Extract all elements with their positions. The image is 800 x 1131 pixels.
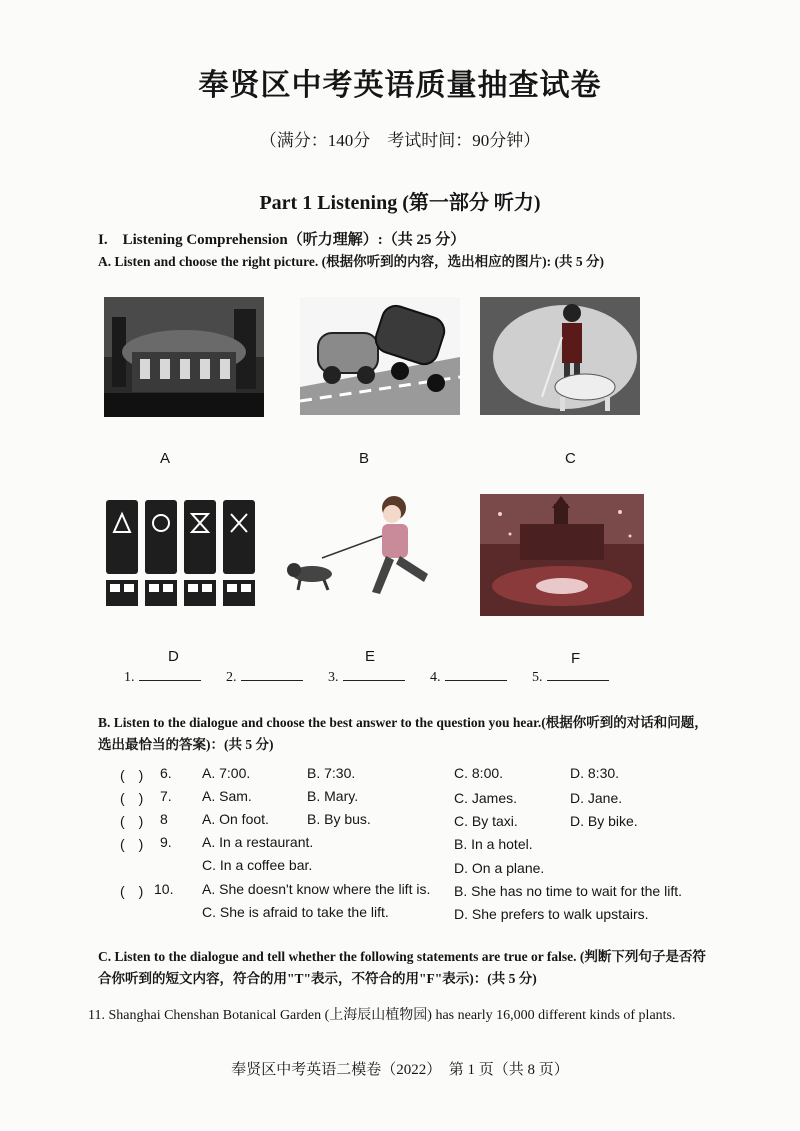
option-b: B. By bus. bbox=[307, 811, 371, 827]
option-c: C. By taxi. bbox=[454, 813, 518, 829]
question-number: 7. bbox=[160, 788, 172, 804]
picture-label-d: D bbox=[168, 648, 179, 665]
section-a-instruction: A. Listen and choose the right picture. (根据你听到的内容，选出相应的图片): (共 5 分) bbox=[98, 254, 604, 269]
option-a: A. On foot. bbox=[202, 811, 269, 827]
page-footer: 奉贤区中考英语二模卷（2022） 第 1 页（共 8 页） bbox=[231, 1062, 569, 1078]
picture-e-dog-walk bbox=[282, 494, 442, 616]
question-11: 11. Shanghai Chenshan Botanical Garden (上海辰山植物园) has nearly 16,000 different kinds of plants. bbox=[88, 1008, 676, 1023]
option-d: D. 8:30. bbox=[570, 765, 620, 781]
blank-item[interactable]: 3. bbox=[328, 670, 405, 686]
answer-paren[interactable]: ( ) bbox=[120, 883, 144, 899]
question-number: 6. bbox=[160, 765, 172, 781]
option-a: A. She doesn't know where the lift is. bbox=[202, 881, 431, 897]
picture-label-f: F bbox=[571, 650, 581, 667]
picture-label-a: A bbox=[160, 450, 171, 467]
blank-item[interactable]: 5. bbox=[532, 670, 609, 686]
exam-subtitle: （满分：140分 考试时间：90分钟） bbox=[259, 131, 541, 150]
picture-c-guide-dog bbox=[480, 297, 640, 415]
answer-paren[interactable]: ( ) bbox=[120, 767, 144, 783]
blank-item[interactable]: 1. bbox=[124, 670, 201, 686]
question-number: 10. bbox=[154, 881, 174, 897]
option-b: B. In a hotel. bbox=[454, 836, 533, 852]
section-listening-heading: I. Listening Comprehension（听力理解）:（共 25 分） bbox=[98, 232, 466, 248]
picture-d-recycle-bins bbox=[104, 494, 259, 608]
option-d: D. Jane. bbox=[570, 790, 623, 806]
part-title: Part 1 Listening (第一部分 听力) bbox=[259, 192, 541, 214]
blank-item[interactable]: 2. bbox=[226, 670, 303, 686]
exam-title: 奉贤区中考英语质量抽查试卷 bbox=[198, 69, 602, 102]
answer-paren[interactable]: ( ) bbox=[120, 836, 144, 852]
picture-label-b: B bbox=[359, 450, 370, 467]
section-c-instruction: C. Listen to the dialogue and tell whether the following statements are true or false. (判断下列句子是否符合你听到的短文内容，符合的用"T"表示，不符合的用"F"表示)：(共 5 分) bbox=[98, 949, 706, 986]
section-b-instruction: B. Listen to the dialogue and choose the best answer to the question you hear.(根据你听到的对话和问题，选出最恰当的答案)：(共 5 分) bbox=[98, 715, 708, 752]
question-number: 8 bbox=[160, 811, 168, 827]
answer-paren[interactable]: ( ) bbox=[120, 813, 144, 829]
option-b: B. Mary. bbox=[307, 788, 359, 804]
question-number: 9. bbox=[160, 834, 172, 850]
picture-b-car-accident bbox=[300, 297, 460, 415]
picture-label-e: E bbox=[365, 648, 376, 665]
option-c: C. James. bbox=[454, 790, 518, 806]
answer-blanks bbox=[124, 670, 631, 686]
option-a: A. 7:00. bbox=[202, 765, 251, 781]
option-c: C. 8:00. bbox=[454, 765, 504, 781]
option-d: D. She prefers to walk upstairs. bbox=[454, 906, 649, 922]
picture-f-castle bbox=[480, 494, 644, 616]
option-c: C. She is afraid to take the lift. bbox=[202, 904, 389, 920]
answer-paren[interactable]: ( ) bbox=[120, 790, 144, 806]
option-d: D. By bike. bbox=[570, 813, 638, 829]
option-a: A. In a restaurant. bbox=[202, 834, 314, 850]
picture-a-building bbox=[104, 297, 264, 417]
option-b: B. She has no time to wait for the lift. bbox=[454, 883, 682, 899]
option-a: A. Sam. bbox=[202, 788, 252, 804]
blank-item[interactable]: 4. bbox=[430, 670, 507, 686]
option-b: B. 7:30. bbox=[307, 765, 356, 781]
picture-label-c: C bbox=[565, 450, 576, 467]
option-c: C. In a coffee bar. bbox=[202, 857, 313, 873]
option-d: D. On a plane. bbox=[454, 860, 545, 876]
